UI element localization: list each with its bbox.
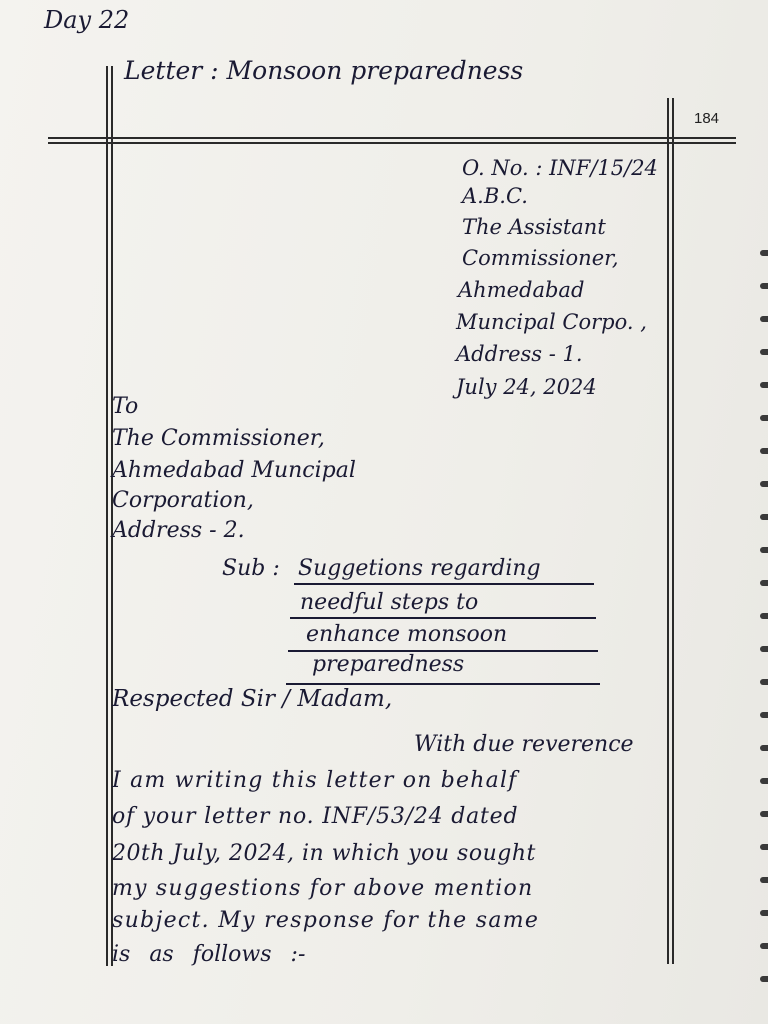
header-line-bottom [48,142,736,144]
recipient-line: The Commissioner, [112,426,325,451]
binding-hole [760,910,768,916]
body-line: subject. My response for the same [112,908,540,933]
right-margin-line-inner [672,98,674,964]
binding-hole [760,415,768,421]
body-line: I am writing this letter on behalf [112,768,518,793]
body-line: is as follows :- [112,942,306,967]
left-margin-line-outer [106,66,108,966]
subject-line: Suggetions regarding [298,556,541,581]
binding-hole [760,547,768,553]
binding-hole [760,448,768,454]
subject-underline [290,617,596,619]
subject-underline [294,583,594,585]
binding-hole [760,646,768,652]
header-line-top [48,137,736,139]
binding-hole [760,976,768,982]
sender-line: O. No. : INF/15/24 [462,156,658,180]
right-margin-line-outer [667,98,669,964]
subject-line: needful steps to [300,590,479,615]
recipient-line: Address - 2. [112,518,245,543]
sender-line: The Assistant [462,215,606,239]
binding-hole [760,877,768,883]
sender-line: Muncipal Corpo. , [456,310,647,334]
binding-hole [760,283,768,289]
binding-hole [760,943,768,949]
body-line: of your letter no. INF/53/24 dated [112,804,519,829]
left-margin-line-inner [111,66,113,966]
binding-hole [760,481,768,487]
binding-hole [760,613,768,619]
binding-hole [760,712,768,718]
day-label: Day 22 [44,6,130,34]
body-line: my suggestions for above mention [112,876,534,901]
body-line: With due reverence [414,732,634,757]
sender-date: July 24, 2024 [456,375,597,399]
subject-line: preparedness [312,652,465,677]
subject-line: enhance monsoon [306,622,508,647]
binding-hole [760,316,768,322]
binding-hole [760,250,768,256]
binding-hole [760,580,768,586]
page-number: 184 [694,110,720,127]
binding-hole [760,778,768,784]
recipient-line: Corporation, [112,488,254,513]
body-line: 20th July, 2024, in which you sought [112,841,536,866]
binding-hole [760,382,768,388]
binding-hole [760,514,768,520]
subject-underline [286,683,600,685]
sender-line: Commissioner, [462,246,619,270]
binding-hole [760,811,768,817]
recipient-line: To [112,394,139,419]
subject-label: Sub : [222,556,280,581]
sender-line: A.B.C. [462,184,528,208]
letter-title: Letter : Monsoon preparedness [124,56,524,85]
sender-line: Ahmedabad [458,278,585,302]
binding-hole [760,745,768,751]
salutation: Respected Sir / Madam, [112,686,393,712]
binding-hole [760,679,768,685]
recipient-line: Ahmedabad Muncipal [112,458,356,483]
binding-hole [760,844,768,850]
binding-hole [760,349,768,355]
sender-line: Address - 1. [456,342,583,366]
